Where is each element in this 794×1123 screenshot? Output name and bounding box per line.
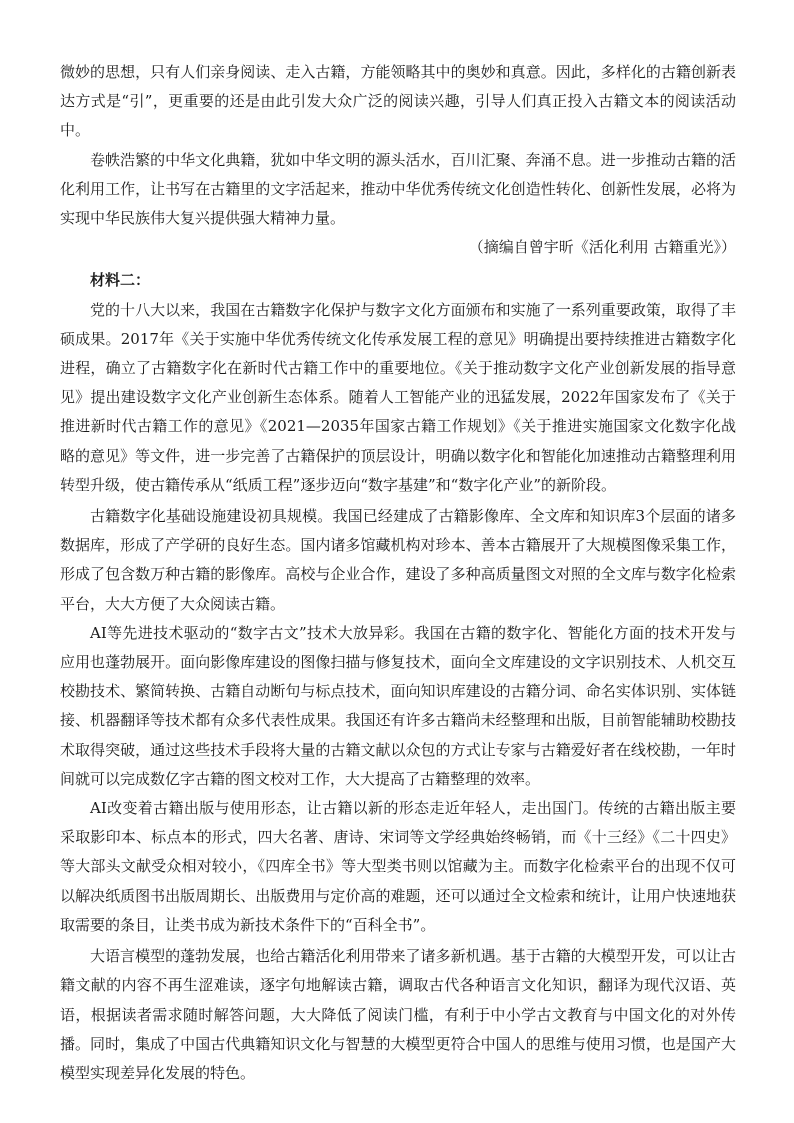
paragraph: 微妙的思想，只有人们亲身阅读、走入古籍，方能领略其中的奥妙和真意。因此，多样化的古籍创新表达方式是“引”，更重要的还是由此引发大众广泛的阅读兴趣，引导人们真正投入古籍文本的阅读活动中。: [60, 63, 736, 140]
section-title: 材料二：: [90, 271, 151, 290]
paragraph: 党的十八大以来，我国在古籍数字化保护与数字文化方面颁布和实施了一系列重要政策，取得了丰硕成果。2017年《关于实施中华优秀传统文化传承发展工程的意见》明确提出要持续推进古籍数字化进程，确立了古籍数字化在新时代古籍工作中的重要地位。《关于推动数字文化产业创新发展的指导意见》提出建设数字文化产业创新生态体系。随着人工智能产业的迅猛发展，2022年国家发布了《关于推进新时代古籍工作的意见》《2021—2035年国家古籍工作规划》《关于推进实施国家文化数字化战略的意见》等文件，进一步完善了古籍保护的顶层设计，明确以数字化和智能化加速推动古籍整理利用转型升级，使古籍传承从“纸质工程”逐步迈向“数字基建”和“数字化产业”的新阶段。: [60, 300, 736, 494]
paragraph: 古籍数字化基础设施建设初具规模。我国已经建成了古籍影像库、全文库和知识库3个层面的诸多数据库，形成了产学研的良好生态。国内诸多馆藏机构对珍本、善本古籍展开了大规模图像采集工作，形成了包含数万种古籍的影像库。高校与企业合作，建设了多种高质量图文对照的全文库与数字化检索平台，大大方便了大众阅读古籍。: [60, 507, 736, 613]
paragraph: AI改变着古籍出版与使用形态，让古籍以新的形态走近年轻人，走出国门。传统的古籍出版主要采取影印本、标点本的形式，四大名著、唐诗、宋词等文学经典始终畅销，而《十三经》《二十四史》等大部头文献受众相对较小，《四库全书》等大型类书则以馆藏为主。而数字化检索平台的出现不仅可以解决纸质图书出版周期长、出版费用与定价高的难题，还可以通过全文检索和统计，让用户快速地获取需要的条目，让类书成为新技术条件下的“百科全书”。: [60, 799, 736, 934]
paragraph: AI等先进技术驱动的“数字古文”技术大放异彩。我国在古籍的数字化、智能化方面的技术开发与应用也蓬勃展开。面向影像库建设的图像扫描与修复技术，面向全文库建设的文字识别技术、人机交互校勘技术、繁简转换、古籍自动断句与标点技术，面向知识库建设的古籍分词、命名实体识别、实体链接、机器翻译等技术都有众多代表性成果。我国还有许多古籍尚未经整理和出版，目前智能辅助校勘技术取得突破，通过这些技术手段将大量的古籍文献以众包的方式让专家与古籍爱好者在线校勘，一年时间就可以完成数亿字古籍的图文校对工作，大大提高了古籍整理的效率。: [60, 623, 736, 788]
source-citation: （摘编自曾宇昕《活化利用 古籍重光》）: [468, 238, 736, 257]
paragraph: 大语言模型的蓬勃发展，也给古籍活化利用带来了诸多新机遇。基于古籍的大模型开发，可以让古籍文献的内容不再生涩难读，逐字句地解读古籍，调取古代各种语言文化知识，翻译为现代汉语、英语，根据读者需求随时解答问题，大大降低了阅读门槛，有利于中小学古文教育与中国文化的对外传播。同时，集成了中国古代典籍知识文化与智慧的大模型更符合中国人的思维与使用习惯，也是国产大模型实现差异化发展的特色。: [60, 947, 736, 1082]
paragraph: 卷帙浩繁的中华文化典籍，犹如中华文明的源头活水，百川汇聚、奔涌不息。进一步推动古籍的活化利用工作，让书写在古籍里的文字活起来，推动中华优秀传统文化创造性转化、创新性发展，必将为实现中华民族伟大复兴提供强大精神力量。: [60, 150, 736, 228]
